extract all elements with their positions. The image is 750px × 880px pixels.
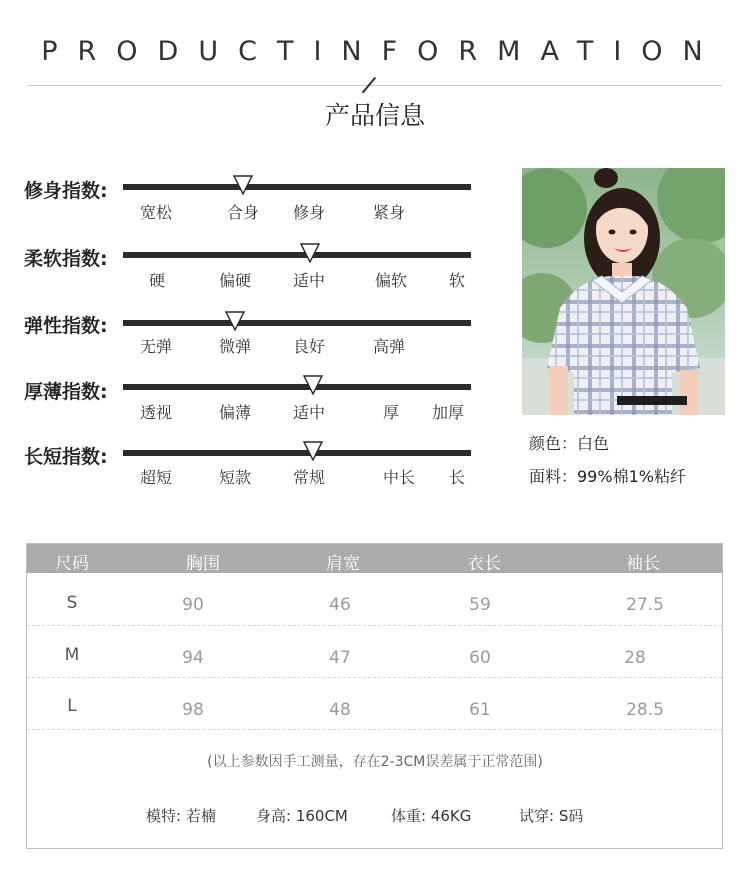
measurement-note: (以上参数因手工测量，存在2-3CM误差属于正常范围) (207, 754, 543, 770)
softness-index-marker-icon (300, 243, 320, 263)
fit-option: 宽松 (140, 203, 173, 222)
fit-option: 合身 (227, 203, 260, 222)
table-cell: 98 (182, 700, 204, 720)
table-cell: 60 (469, 648, 491, 668)
length-index-label: 长短指数: (24, 446, 108, 468)
table-header-cell: 衣长 (467, 554, 501, 574)
thickness-option: 加厚 (432, 403, 465, 422)
product-color: 颜色：白色 (529, 434, 610, 453)
model-weight: 体重: 46KG (391, 807, 472, 825)
thickness-index-marker-icon (303, 375, 323, 395)
table-cell-size: L (67, 696, 77, 716)
elasticity-option: 微弹 (219, 337, 252, 356)
elasticity-index-bar (123, 320, 471, 326)
elasticity-option: 无弹 (140, 337, 173, 356)
thickness-option: 偏薄 (219, 403, 252, 422)
length-option: 长 (449, 468, 466, 487)
softness-option: 硬 (149, 271, 166, 290)
model-height: 身高: 160CM (256, 807, 348, 825)
table-cell: 47 (329, 648, 351, 668)
fit-index-label: 修身指数: (24, 180, 108, 202)
softness-option: 软 (449, 271, 466, 290)
product-photo (522, 168, 725, 415)
length-index-marker-icon (303, 441, 323, 461)
softness-index-label: 柔软指数: (24, 248, 108, 270)
softness-option: 偏软 (375, 271, 408, 290)
fit-index-bar (123, 184, 471, 190)
table-cell: 28 (624, 648, 646, 668)
table-cell: 90 (182, 595, 204, 615)
elasticity-index-label: 弹性指数: (24, 315, 108, 337)
table-cell: 46 (329, 595, 351, 615)
size-table-header (27, 544, 722, 573)
length-option: 中长 (383, 468, 416, 487)
table-header-cell: 胸围 (186, 554, 220, 574)
fit-index-marker-icon (233, 175, 253, 195)
table-cell: 94 (182, 648, 204, 668)
length-option: 常规 (293, 468, 326, 487)
softness-option: 适中 (293, 271, 326, 290)
table-header-cell: 袖长 (626, 554, 660, 574)
elasticity-index-marker-icon (225, 311, 245, 331)
thickness-option: 透视 (140, 403, 173, 422)
table-cell-size: M (64, 645, 80, 665)
table-row-divider (27, 729, 722, 730)
softness-index-bar (123, 252, 471, 258)
length-option: 超短 (140, 468, 173, 487)
table-cell: 27.5 (626, 595, 664, 615)
thickness-option: 厚 (383, 403, 400, 422)
elasticity-option: 高弹 (373, 337, 406, 356)
softness-option: 偏硬 (219, 271, 252, 290)
fit-option: 修身 (293, 203, 326, 222)
table-row-divider (27, 625, 722, 626)
length-index-bar (123, 450, 471, 456)
size-table (26, 543, 723, 849)
fit-option: 紧身 (373, 203, 406, 222)
title-divider (28, 85, 722, 86)
thickness-index-bar (123, 384, 471, 390)
table-header-cell: 尺码 (55, 554, 89, 574)
model-size: 试穿: S码 (519, 807, 584, 825)
table-row-divider (27, 677, 722, 678)
title-english: PRODUCTINFORMATION (41, 36, 723, 67)
thickness-index-label: 厚薄指数: (24, 381, 108, 403)
thickness-option: 适中 (293, 403, 326, 422)
table-cell: 61 (469, 700, 491, 720)
table-header-cell: 肩宽 (326, 554, 360, 574)
model-name: 模特: 若楠 (146, 807, 216, 825)
product-material: 面料：99%棉1%粘纤 (529, 467, 686, 486)
table-cell-size: S (66, 593, 78, 613)
length-option: 短款 (219, 468, 252, 487)
table-cell: 59 (469, 595, 491, 615)
elasticity-option: 良好 (293, 337, 326, 356)
table-cell: 28.5 (626, 700, 664, 720)
table-cell: 48 (329, 700, 351, 720)
title-chinese: 产品信息 (324, 101, 425, 130)
